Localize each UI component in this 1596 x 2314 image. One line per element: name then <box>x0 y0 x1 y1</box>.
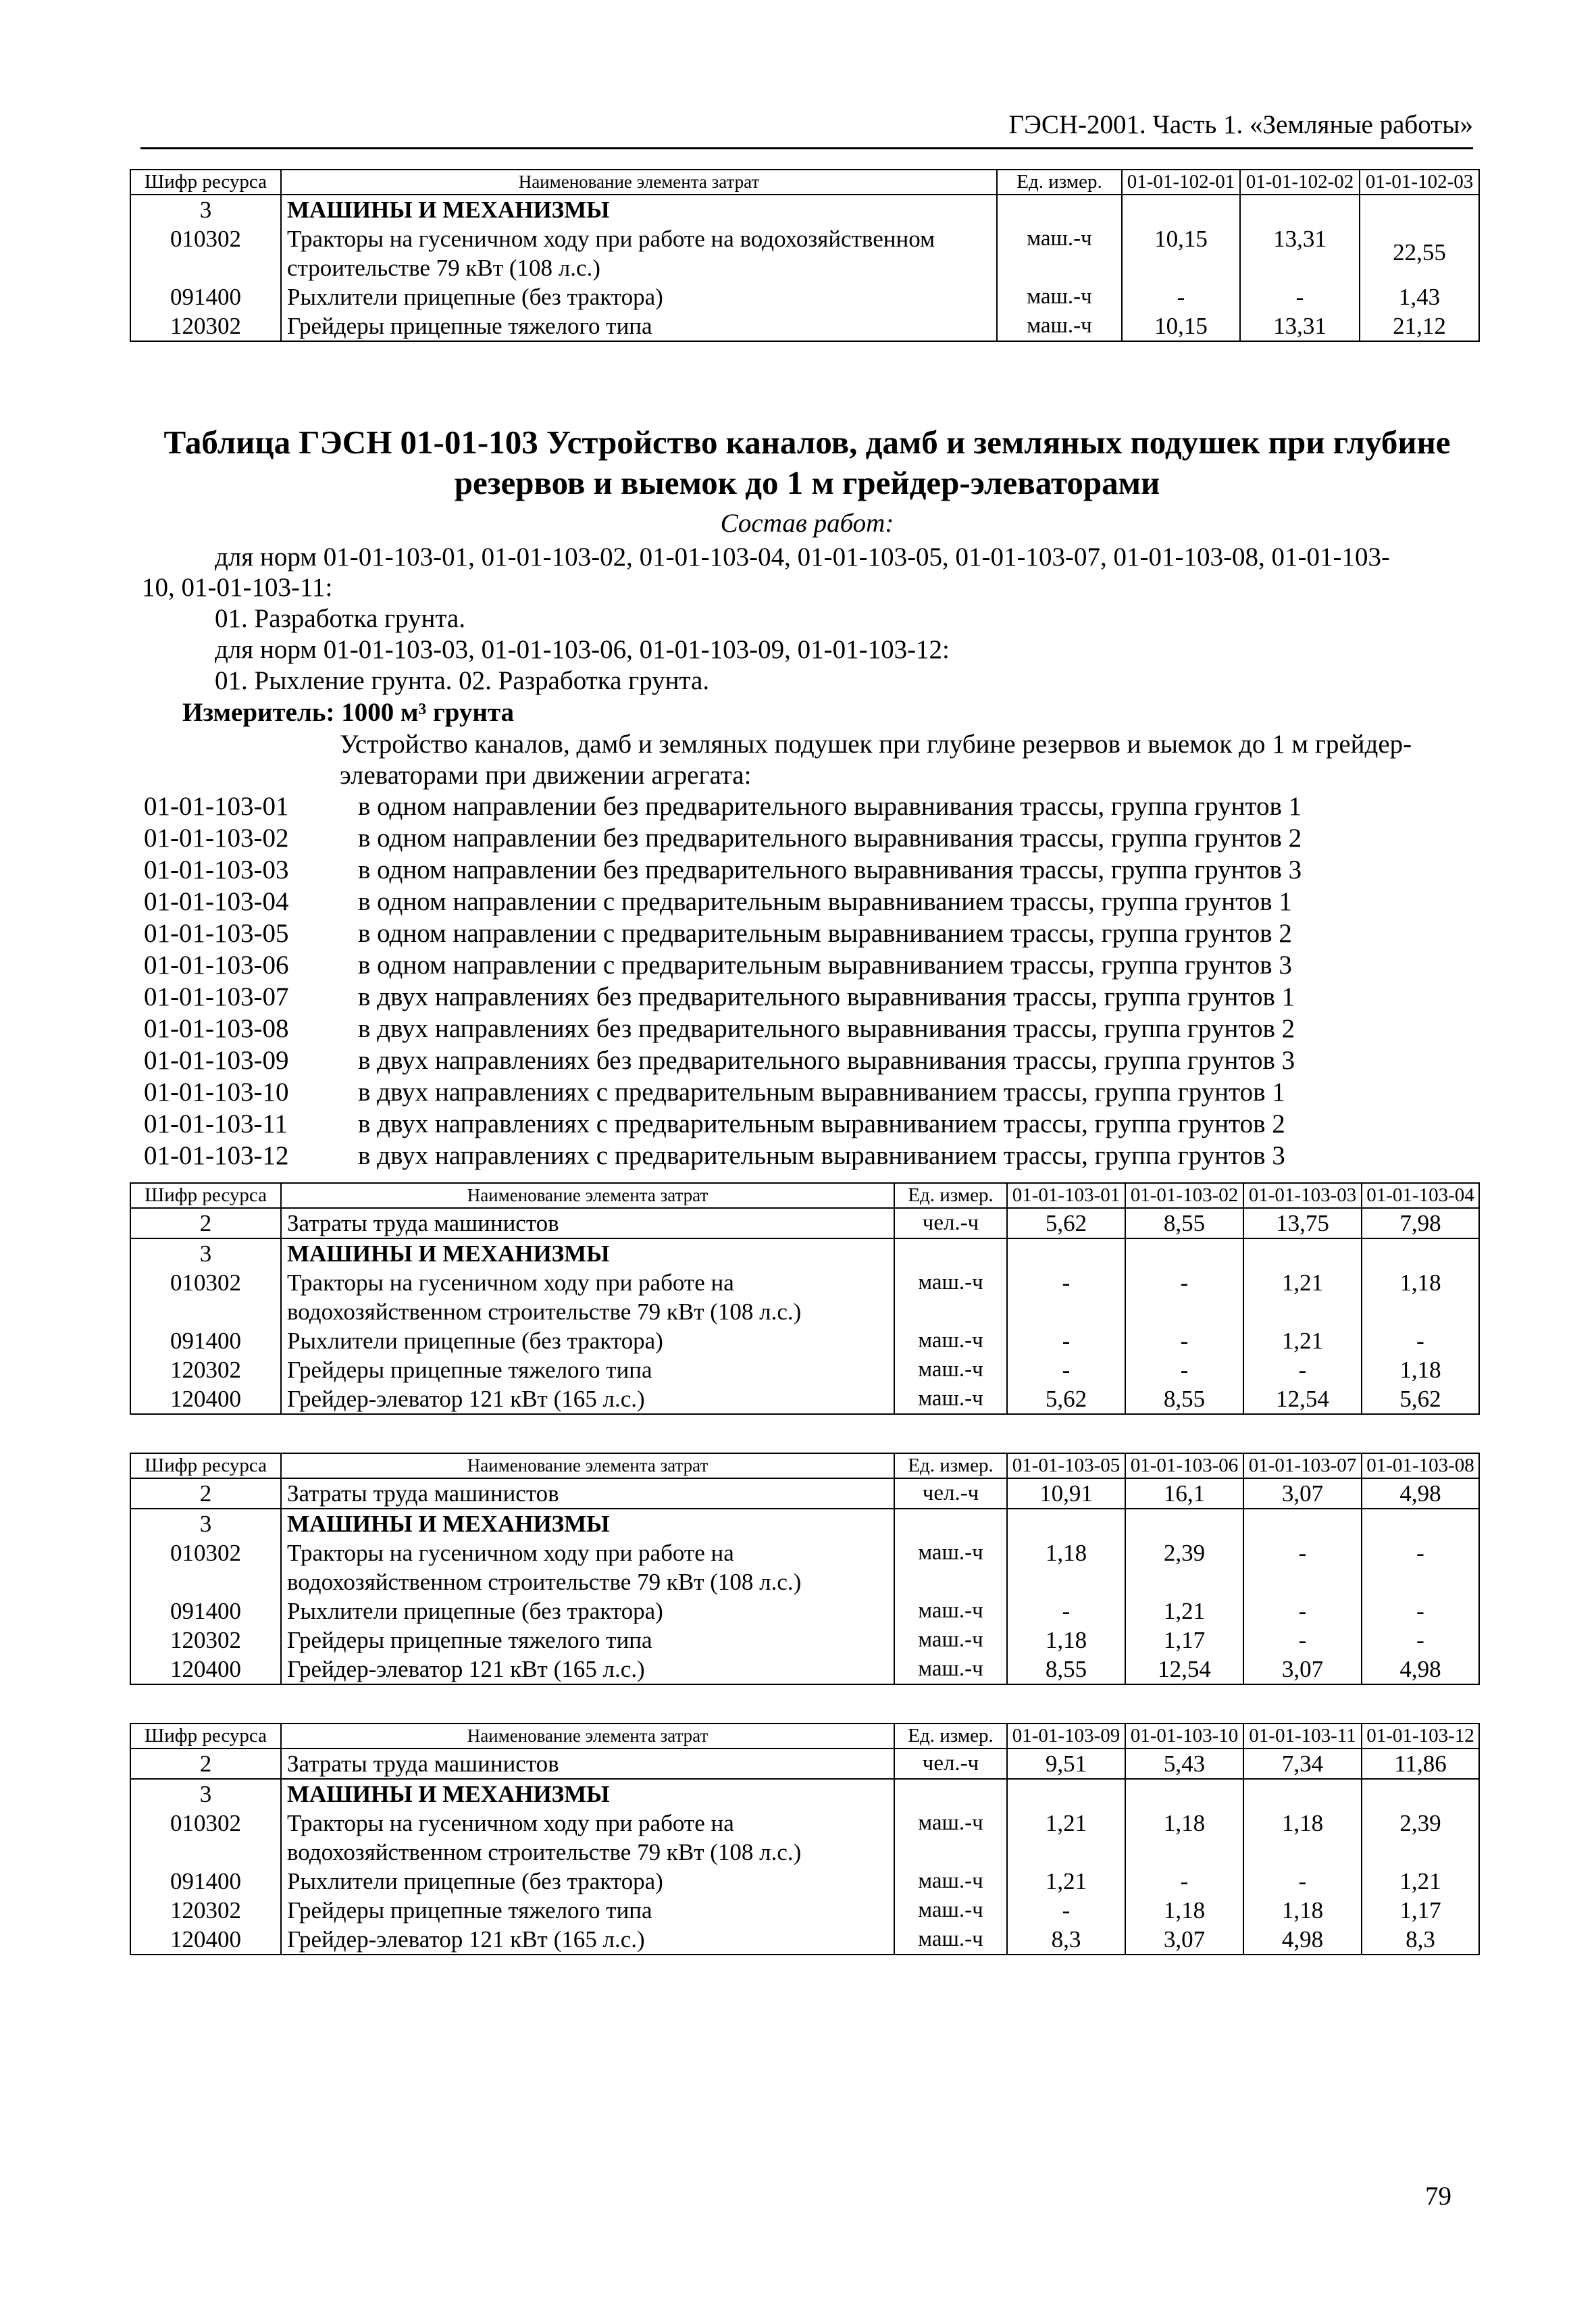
norm-code: 01-01-103-02 <box>144 824 289 853</box>
norm-description: в одном направлении без предварительного выравнивания трассы, группа грунтов 2 <box>358 824 1302 853</box>
table-row <box>130 1238 1479 1268</box>
norm-value <box>1362 1509 1479 1538</box>
resource-name: Грейдер-элеватор 121 кВт (165 л.с.) <box>281 1384 894 1414</box>
resource-code: 3 <box>130 1509 281 1538</box>
col-header-norm: 01-01-103-08 <box>1362 1453 1479 1478</box>
table-row <box>130 1326 1479 1355</box>
col-header-name: Наименование элемента затрат <box>281 1453 894 1478</box>
resource-name: Затраты труда машинистов <box>281 1208 894 1238</box>
resource-unit: маш.-ч <box>894 1867 1007 1896</box>
resource-code: 3 <box>130 195 281 224</box>
resource-code: 120302 <box>130 1626 281 1655</box>
resource-unit <box>894 1238 1007 1268</box>
table-row <box>130 1896 1479 1925</box>
norm-value: - <box>1007 1596 1125 1626</box>
norm-value: 8,55 <box>1007 1655 1125 1684</box>
norm-code: 01-01-103-08 <box>144 1014 289 1043</box>
resource-unit: маш.-ч <box>894 1655 1007 1684</box>
norm-code: 01-01-103-04 <box>144 887 289 916</box>
norm-code: 01-01-103-09 <box>144 1046 289 1075</box>
norm-value <box>1125 1238 1243 1268</box>
resource-name: Затраты труда машинистов <box>281 1478 894 1509</box>
resource-unit: чел.-ч <box>894 1478 1007 1509</box>
norm-value: - <box>1243 1355 1362 1384</box>
resource-name: Тракторы на гусеничном ходу при работе на водохозяйственном строительстве 79 кВт (108 л.с.) <box>281 1809 894 1867</box>
norm-value: 4,98 <box>1362 1478 1479 1509</box>
running-head: ГЭСН-2001. Часть 1. «Земляные работы» <box>140 108 1473 149</box>
norm-value: 1,21 <box>1362 1867 1479 1896</box>
list-item <box>144 981 1481 1013</box>
work-step-b: 01. Рыхление грунта. 02. Разработка грунта. <box>215 666 710 695</box>
norm-value <box>1360 195 1479 224</box>
norm-value: - <box>1243 1626 1362 1655</box>
table-row <box>130 1867 1479 1896</box>
resource-code: 120400 <box>130 1655 281 1684</box>
col-header-norm: 01-01-103-07 <box>1243 1453 1362 1478</box>
list-item <box>144 917 1481 949</box>
norm-value: - <box>1240 282 1360 311</box>
norm-value: 1,21 <box>1007 1809 1125 1867</box>
norm-value: 1,18 <box>1243 1809 1362 1867</box>
col-header-norm: 01-01-102-01 <box>1122 170 1240 195</box>
resource-unit: маш.-ч <box>894 1355 1007 1384</box>
table-row <box>130 1268 1479 1326</box>
norm-value: 1,18 <box>1362 1355 1479 1384</box>
norm-value: 1,21 <box>1125 1596 1243 1626</box>
section-title <box>135 422 1479 503</box>
table-row <box>130 1509 1479 1538</box>
resource-name: МАШИНЫ И МЕХАНИЗМЫ <box>281 1779 894 1809</box>
table-row <box>130 1655 1479 1684</box>
resource-code: 3 <box>130 1779 281 1809</box>
norm-value: 5,62 <box>1007 1384 1125 1414</box>
col-header-unit: Ед. измер. <box>894 1453 1007 1478</box>
resource-unit: маш.-ч <box>894 1809 1007 1867</box>
resource-code: 3 <box>130 1238 281 1268</box>
norm-value: 5,43 <box>1125 1749 1243 1779</box>
col-header-name: Наименование элемента затрат <box>281 170 997 195</box>
resource-code: 120302 <box>130 311 281 341</box>
table-row <box>130 1809 1479 1867</box>
norm-value: - <box>1007 1326 1125 1355</box>
norm-value: 1,18 <box>1007 1538 1125 1596</box>
resource-table-c <box>130 1723 1480 1955</box>
col-header-unit: Ед. измер. <box>894 1183 1007 1208</box>
table-row <box>130 1355 1479 1384</box>
table-header-row <box>130 1724 1479 1749</box>
table-row <box>130 1208 1479 1238</box>
resource-name: Рыхлители прицепные (без трактора) <box>281 282 997 311</box>
resource-unit: маш.-ч <box>894 1538 1007 1596</box>
norm-code: 01-01-103-12 <box>144 1141 289 1170</box>
norm-value: 3,07 <box>1243 1655 1362 1684</box>
norm-value: 1,18 <box>1362 1268 1479 1326</box>
col-header-norm: 01-01-102-03 <box>1360 170 1479 195</box>
norm-value: - <box>1125 1867 1243 1896</box>
norms-list-b: для норм 01-01-103-03, 01-01-103-06, 01-01-103-09, 01-01-103-12: <box>215 635 950 664</box>
page-number: 79 <box>1425 2182 1451 2211</box>
norm-value: - <box>1243 1867 1362 1896</box>
resource-code: 091400 <box>130 1596 281 1626</box>
col-header-unit: Ед. измер. <box>894 1724 1007 1749</box>
col-header-norm: 01-01-103-04 <box>1362 1183 1479 1208</box>
col-header-code: Шифр ресурса <box>130 1183 281 1208</box>
norm-value: 4,98 <box>1243 1925 1362 1955</box>
table-header-row <box>130 170 1479 195</box>
resource-code: 120302 <box>130 1355 281 1384</box>
resource-name: МАШИНЫ И МЕХАНИЗМЫ <box>281 1238 894 1268</box>
norm-value <box>1007 1509 1125 1538</box>
col-header-norm: 01-01-103-12 <box>1362 1724 1479 1749</box>
norm-code: 01-01-103-01 <box>144 792 289 821</box>
norm-value: 3,07 <box>1125 1925 1243 1955</box>
norm-value <box>1240 195 1360 224</box>
norm-value <box>1007 1238 1125 1268</box>
list-item <box>144 1013 1481 1045</box>
norm-description: в двух направлениях с предварительным выравниванием трассы, группа грунтов 1 <box>358 1078 1285 1107</box>
norm-value: - <box>1243 1538 1362 1596</box>
norm-code: 01-01-103-05 <box>144 919 289 948</box>
norm-value: 5,62 <box>1007 1208 1125 1238</box>
norm-code: 01-01-103-03 <box>144 855 289 884</box>
col-header-code: Шифр ресурса <box>130 1453 281 1478</box>
norms-list-a-continued: 10, 01-01-103-11: <box>142 573 333 602</box>
norm-value: - <box>1007 1896 1125 1925</box>
norm-description: в двух направлениях с предварительным выравниванием трассы, группа грунтов 3 <box>358 1141 1285 1170</box>
norm-value <box>1243 1509 1362 1538</box>
norm-value: 11,86 <box>1362 1749 1479 1779</box>
norm-description: в двух направлениях без предварительного выравнивания трассы, группа грунтов 3 <box>358 1046 1295 1075</box>
resource-name: Рыхлители прицепные (без трактора) <box>281 1867 894 1896</box>
resource-name: Тракторы на гусеничном ходу при работе на водохозяйственном строительстве 79 кВт (108 л.с.) <box>281 1538 894 1596</box>
resource-unit: маш.-ч <box>997 224 1122 282</box>
list-item <box>144 886 1481 917</box>
col-header-norm: 01-01-103-05 <box>1007 1453 1125 1478</box>
norm-description: в одном направлении с предварительным выравниванием трассы, группа грунтов 3 <box>358 951 1292 980</box>
norm-value: 10,91 <box>1007 1478 1125 1509</box>
table-row <box>130 1626 1479 1655</box>
resource-unit <box>894 1509 1007 1538</box>
top-resource-table <box>130 169 1480 342</box>
norm-value: 3,07 <box>1243 1478 1362 1509</box>
col-header-norm: 01-01-103-01 <box>1007 1183 1125 1208</box>
norm-value: - <box>1125 1268 1243 1326</box>
norm-value <box>1125 1509 1243 1538</box>
table-row <box>130 1779 1479 1809</box>
table-row <box>130 1384 1479 1414</box>
resource-unit: маш.-ч <box>894 1268 1007 1326</box>
norm-value: 8,55 <box>1125 1208 1243 1238</box>
norm-value: 21,12 <box>1360 311 1479 341</box>
col-header-name: Наименование элемента затрат <box>281 1724 894 1749</box>
resource-unit: маш.-ч <box>894 1326 1007 1355</box>
list-item <box>144 822 1481 854</box>
resource-name: Затраты труда машинистов <box>281 1749 894 1779</box>
norm-value: 12,54 <box>1243 1384 1362 1414</box>
resource-code: 2 <box>130 1478 281 1509</box>
resource-code: 010302 <box>130 1538 281 1596</box>
table-row <box>130 195 1479 224</box>
norm-description: в одном направлении без предварительного выравнивания трассы, группа грунтов 3 <box>358 855 1302 884</box>
norm-value: 1,18 <box>1125 1809 1243 1867</box>
norm-code: 01-01-103-10 <box>144 1078 289 1107</box>
norm-value: - <box>1362 1538 1479 1596</box>
norm-value <box>1243 1238 1362 1268</box>
resource-code: 091400 <box>130 1867 281 1896</box>
resource-name: Грейдеры прицепные тяжелого типа <box>281 1626 894 1655</box>
norm-value: - <box>1362 1626 1479 1655</box>
section-title-line: Таблица ГЭСН 01-01-103 Устройство каналов, дамб и земляных подушек при глубине <box>163 424 1451 461</box>
resource-code: 120302 <box>130 1896 281 1925</box>
norm-value: 22,55 <box>1360 224 1479 282</box>
norm-value <box>1243 1779 1362 1809</box>
list-item <box>144 1140 1481 1172</box>
section-title-line: резервов и выемок до 1 м грейдер-элеваторами <box>454 464 1160 501</box>
resource-code: 091400 <box>130 1326 281 1355</box>
norm-description: в двух направлениях с предварительным выравниванием трассы, группа грунтов 2 <box>358 1109 1285 1138</box>
resource-name: Грейдеры прицепные тяжелого типа <box>281 1896 894 1925</box>
norm-value: 8,3 <box>1007 1925 1125 1955</box>
resource-name: Грейдер-элеватор 121 кВт (165 л.с.) <box>281 1925 894 1955</box>
norm-value: 7,98 <box>1362 1208 1479 1238</box>
norm-value: 10,15 <box>1122 224 1240 282</box>
norm-value: 16,1 <box>1125 1478 1243 1509</box>
resource-unit <box>894 1779 1007 1809</box>
col-header-norm: 01-01-102-02 <box>1240 170 1360 195</box>
norm-value: - <box>1362 1596 1479 1626</box>
table-row <box>130 1478 1479 1509</box>
norms-intro-line: Устройство каналов, дамб и земляных подушек при глубине резервов и выемок до 1 м грейдер- <box>340 730 1412 759</box>
norm-value: 7,34 <box>1243 1749 1362 1779</box>
resource-unit: маш.-ч <box>894 1596 1007 1626</box>
norm-value: 5,62 <box>1362 1384 1479 1414</box>
resource-name: Тракторы на гусеничном ходу при работе на водохозяйственном строительстве 79 кВт (108 л.с.) <box>281 224 997 282</box>
resource-code: 2 <box>130 1749 281 1779</box>
col-header-norm: 01-01-103-03 <box>1243 1183 1362 1208</box>
resource-code: 2 <box>130 1208 281 1238</box>
list-item <box>144 1108 1481 1140</box>
norm-value: 8,55 <box>1125 1384 1243 1414</box>
resource-table-b <box>130 1453 1480 1685</box>
norm-value <box>1362 1238 1479 1268</box>
norm-value: - <box>1007 1268 1125 1326</box>
table-row <box>130 224 1479 282</box>
norm-value: 10,15 <box>1122 311 1240 341</box>
composition-title: Состав работ: <box>720 509 894 538</box>
norm-code: 01-01-103-07 <box>144 982 289 1011</box>
col-header-name: Наименование элемента затрат <box>281 1183 894 1208</box>
norm-value: 8,3 <box>1362 1925 1479 1955</box>
resource-name: Грейдеры прицепные тяжелого типа <box>281 311 997 341</box>
resource-code: 120400 <box>130 1925 281 1955</box>
norm-description: в двух направлениях без предварительного выравнивания трассы, группа грунтов 2 <box>358 1014 1295 1043</box>
resource-name: Грейдеры прицепные тяжелого типа <box>281 1355 894 1384</box>
col-header-norm: 01-01-103-02 <box>1125 1183 1243 1208</box>
norm-value <box>1007 1779 1125 1809</box>
table-row <box>130 1925 1479 1955</box>
norm-description: в двух направлениях без предварительного выравнивания трассы, группа грунтов 1 <box>358 982 1295 1011</box>
resource-name: Грейдер-элеватор 121 кВт (165 л.с.) <box>281 1655 894 1684</box>
col-header-norm: 01-01-103-11 <box>1243 1724 1362 1749</box>
norm-value: 1,17 <box>1125 1626 1243 1655</box>
resource-unit: чел.-ч <box>894 1749 1007 1779</box>
table-row <box>130 1538 1479 1596</box>
table-row <box>130 1749 1479 1779</box>
table-row <box>130 282 1479 311</box>
resource-name: Тракторы на гусеничном ходу при работе на водохозяйственном строительстве 79 кВт (108 л.с.) <box>281 1268 894 1326</box>
table-row <box>130 311 1479 341</box>
list-item <box>144 790 1481 822</box>
col-header-code: Шифр ресурса <box>130 1724 281 1749</box>
resource-code: 010302 <box>130 1809 281 1867</box>
norm-value: 12,54 <box>1125 1655 1243 1684</box>
col-header-code: Шифр ресурса <box>130 170 281 195</box>
resource-unit: маш.-ч <box>894 1896 1007 1925</box>
measurement-unit: Измеритель: 1000 м³ грунта <box>182 698 514 727</box>
norm-value: 1,18 <box>1007 1626 1125 1655</box>
norm-code: 01-01-103-11 <box>144 1109 288 1138</box>
norm-value: 1,17 <box>1362 1896 1479 1925</box>
norm-value: 13,75 <box>1243 1208 1362 1238</box>
col-header-unit: Ед. измер. <box>997 170 1122 195</box>
norm-value <box>1125 1779 1243 1809</box>
list-item <box>144 949 1481 981</box>
resource-unit: маш.-ч <box>997 311 1122 341</box>
resource-name: МАШИНЫ И МЕХАНИЗМЫ <box>281 195 997 224</box>
col-header-norm: 01-01-103-06 <box>1125 1453 1243 1478</box>
norm-value: - <box>1243 1596 1362 1626</box>
norm-value: 1,21 <box>1243 1268 1362 1326</box>
norm-value: 1,21 <box>1007 1867 1125 1896</box>
resource-table-a <box>130 1182 1480 1415</box>
resource-unit: чел.-ч <box>894 1208 1007 1238</box>
list-item <box>144 1045 1481 1076</box>
resource-unit: маш.-ч <box>894 1925 1007 1955</box>
norm-description: в одном направлении с предварительным выравниванием трассы, группа грунтов 2 <box>358 919 1292 948</box>
norms-list-a: для норм 01-01-103-01, 01-01-103-02, 01-01-103-04, 01-01-103-05, 01-01-103-07, 01-01-103-08, 01-01-103- <box>215 543 1390 572</box>
resource-code: 010302 <box>130 1268 281 1326</box>
work-step-a: 01. Разработка грунта. <box>215 604 465 633</box>
resource-name: Рыхлители прицепные (без трактора) <box>281 1326 894 1355</box>
col-header-norm: 01-01-103-10 <box>1125 1724 1243 1749</box>
resource-unit: маш.-ч <box>894 1626 1007 1655</box>
resource-code: 120400 <box>130 1384 281 1414</box>
list-item <box>144 854 1481 886</box>
list-item <box>144 1076 1481 1108</box>
resource-code: 091400 <box>130 282 281 311</box>
norm-value: 1,21 <box>1243 1326 1362 1355</box>
norm-value <box>1362 1779 1479 1809</box>
resource-name: МАШИНЫ И МЕХАНИЗМЫ <box>281 1509 894 1538</box>
norm-value: - <box>1125 1326 1243 1355</box>
norm-value: 4,98 <box>1362 1655 1479 1684</box>
norm-value: 13,31 <box>1240 224 1360 282</box>
norms-intro <box>340 729 1481 791</box>
norm-value: - <box>1007 1355 1125 1384</box>
table-row <box>130 1596 1479 1626</box>
resource-unit <box>997 195 1122 224</box>
norm-value: 1,18 <box>1243 1896 1362 1925</box>
norm-value: - <box>1125 1355 1243 1384</box>
norm-description: в одном направлении без предварительного выравнивания трассы, группа грунтов 1 <box>358 792 1302 821</box>
norm-description: в одном направлении с предварительным выравниванием трассы, группа грунтов 1 <box>358 887 1292 916</box>
norms-intro-line: элеваторами при движении агрегата: <box>340 761 752 790</box>
norm-value: 2,39 <box>1125 1538 1243 1596</box>
norm-value: - <box>1122 282 1240 311</box>
norm-list <box>144 790 1481 1172</box>
table-header-row <box>130 1453 1479 1478</box>
col-header-norm: 01-01-103-09 <box>1007 1724 1125 1749</box>
resource-code: 010302 <box>130 224 281 282</box>
resource-name: Рыхлители прицепные (без трактора) <box>281 1596 894 1626</box>
resource-unit: маш.-ч <box>894 1384 1007 1414</box>
table-header-row <box>130 1183 1479 1208</box>
norm-value: 1,18 <box>1125 1896 1243 1925</box>
norm-value: 9,51 <box>1007 1749 1125 1779</box>
norm-value <box>1122 195 1240 224</box>
norm-code: 01-01-103-06 <box>144 951 289 980</box>
norm-value: 2,39 <box>1362 1809 1479 1867</box>
norm-value: 13,31 <box>1240 311 1360 341</box>
resource-unit: маш.-ч <box>997 282 1122 311</box>
norm-value: - <box>1362 1326 1479 1355</box>
norm-value: 1,43 <box>1360 282 1479 311</box>
